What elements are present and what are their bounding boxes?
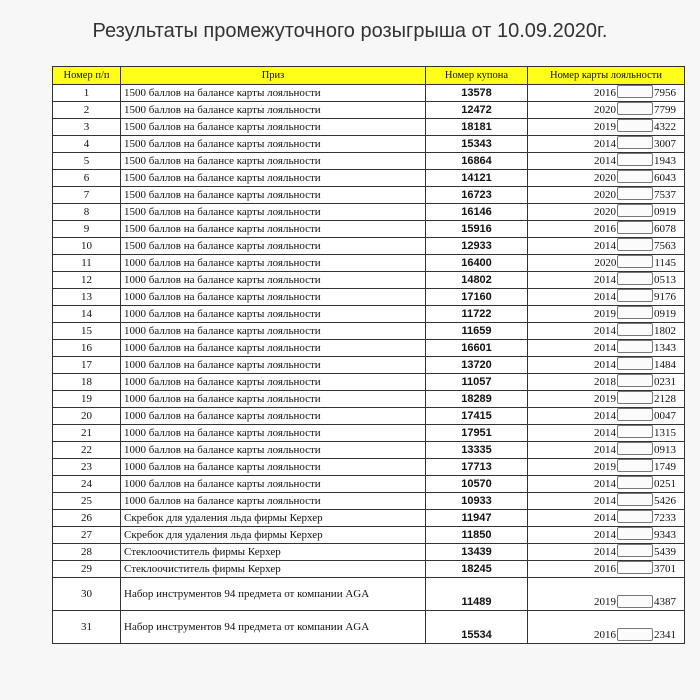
row-card-number [528, 323, 685, 340]
table-row [53, 510, 685, 527]
row-coupon: 10570 [426, 476, 528, 493]
table-row [53, 544, 685, 561]
card-suffix: 1802 [654, 324, 676, 337]
card-prefix: 2019 [594, 392, 616, 405]
card-suffix: 1315 [654, 426, 676, 439]
row-card-number [528, 611, 685, 644]
row-number: 22 [53, 442, 121, 459]
card-suffix: 0919 [654, 205, 676, 218]
masked-digits-box [617, 187, 653, 200]
row-number: 16 [53, 340, 121, 357]
card-suffix: 7799 [654, 103, 676, 116]
card-suffix: 3007 [654, 137, 676, 150]
row-card-number [528, 153, 685, 170]
row-coupon: 11722 [426, 306, 528, 323]
card-prefix: 2014 [594, 154, 616, 167]
masked-digits-box [617, 323, 653, 336]
row-number: 10 [53, 238, 121, 255]
row-number: 11 [53, 255, 121, 272]
card-suffix: 6078 [654, 222, 676, 235]
row-number: 19 [53, 391, 121, 408]
row-card-number [528, 493, 685, 510]
table-row [53, 289, 685, 306]
row-card-number [528, 561, 685, 578]
page-title: Результаты промежуточного розыгрыша от 10.09.2020г. [92, 20, 608, 42]
table-row [53, 238, 685, 255]
card-prefix: 2014 [594, 239, 616, 252]
row-number: 28 [53, 544, 121, 561]
row-prize: 1500 баллов на балансе карты лояльности [121, 85, 426, 102]
card-prefix: 2014 [594, 511, 616, 524]
row-number: 3 [53, 119, 121, 136]
masked-digits-box [617, 374, 653, 387]
row-prize: 1000 баллов на балансе карты лояльности [121, 459, 426, 476]
masked-digits-box [617, 119, 653, 132]
row-coupon: 17951 [426, 425, 528, 442]
card-prefix: 2019 [594, 460, 616, 473]
row-prize: 1000 баллов на балансе карты лояльности [121, 272, 426, 289]
row-number: 13 [53, 289, 121, 306]
row-coupon: 13578 [426, 85, 528, 102]
table-row [53, 493, 685, 510]
row-prize: Стеклоочиститель фирмы Керхер [121, 544, 426, 561]
row-coupon: 11659 [426, 323, 528, 340]
row-number: 2 [53, 102, 121, 119]
row-card-number [528, 510, 685, 527]
row-coupon: 14121 [426, 170, 528, 187]
row-prize: 1500 баллов на балансе карты лояльности [121, 136, 426, 153]
row-card-number [528, 238, 685, 255]
row-prize: Стеклоочиститель фирмы Керхер [121, 561, 426, 578]
row-card-number [528, 289, 685, 306]
card-suffix: 2128 [654, 392, 676, 405]
table-row [53, 306, 685, 323]
row-card-number [528, 391, 685, 408]
masked-digits-box [617, 510, 653, 523]
row-prize: 1500 баллов на балансе карты лояльности [121, 238, 426, 255]
row-card-number [528, 102, 685, 119]
row-coupon: 16864 [426, 153, 528, 170]
row-number: 6 [53, 170, 121, 187]
row-coupon: 11057 [426, 374, 528, 391]
row-coupon: 15916 [426, 221, 528, 238]
row-number: 23 [53, 459, 121, 476]
card-prefix: 2020 [594, 103, 616, 116]
card-suffix: 9343 [654, 528, 676, 541]
row-coupon: 12472 [426, 102, 528, 119]
row-card-number [528, 459, 685, 476]
row-card-number [528, 119, 685, 136]
row-coupon: 13439 [426, 544, 528, 561]
row-coupon: 15343 [426, 136, 528, 153]
row-coupon: 18181 [426, 119, 528, 136]
row-coupon: 11850 [426, 527, 528, 544]
card-suffix: 4322 [654, 120, 676, 133]
table-row [53, 476, 685, 493]
row-number: 20 [53, 408, 121, 425]
row-prize: 1500 баллов на балансе карты лояльности [121, 170, 426, 187]
row-card-number [528, 85, 685, 102]
table-row [53, 561, 685, 578]
card-suffix: 7956 [654, 86, 676, 99]
row-card-number [528, 357, 685, 374]
row-number: 24 [53, 476, 121, 493]
card-prefix: 2020 [594, 256, 617, 269]
masked-digits-box [617, 340, 653, 353]
row-coupon: 14802 [426, 272, 528, 289]
card-suffix: 2341 [654, 629, 676, 641]
masked-digits-box [617, 85, 653, 98]
table-row [53, 85, 685, 102]
row-prize: 1000 баллов на балансе карты лояльности [121, 357, 426, 374]
masked-digits-box [617, 170, 653, 183]
card-prefix: 2014 [594, 273, 616, 286]
row-prize: 1000 баллов на балансе карты лояльности [121, 289, 426, 306]
card-prefix: 2016 [594, 629, 616, 641]
card-prefix: 2016 [594, 222, 616, 235]
masked-digits-box [617, 561, 653, 574]
masked-digits-box [617, 204, 653, 217]
masked-digits-box [617, 255, 653, 268]
row-card-number [528, 170, 685, 187]
row-coupon: 17713 [426, 459, 528, 476]
table-row [53, 578, 685, 611]
row-card-number [528, 136, 685, 153]
masked-digits-box [617, 408, 653, 421]
table-row [53, 153, 685, 170]
card-prefix: 2014 [594, 137, 616, 150]
row-prize: 1000 баллов на балансе карты лояльности [121, 442, 426, 459]
row-number: 21 [53, 425, 121, 442]
row-coupon: 18289 [426, 391, 528, 408]
card-suffix: 1145 [654, 256, 676, 269]
masked-digits-box [617, 391, 653, 404]
row-number: 7 [53, 187, 121, 204]
card-suffix: 1343 [654, 341, 676, 354]
card-suffix: 0513 [654, 273, 676, 286]
row-coupon: 16400 [426, 255, 528, 272]
card-suffix: 3701 [654, 562, 676, 575]
masked-digits-box [617, 357, 653, 370]
row-card-number [528, 442, 685, 459]
table-header-row [53, 67, 685, 85]
row-number: 29 [53, 561, 121, 578]
card-suffix: 7537 [654, 188, 676, 201]
row-number: 15 [53, 323, 121, 340]
masked-digits-box [617, 153, 653, 166]
row-number: 27 [53, 527, 121, 544]
card-prefix: 2014 [594, 528, 616, 541]
card-suffix: 5426 [654, 494, 676, 507]
card-suffix: 1484 [654, 358, 676, 371]
row-card-number [528, 272, 685, 289]
masked-digits-box [617, 289, 653, 302]
card-suffix: 9176 [654, 290, 676, 303]
row-prize: 1500 баллов на балансе карты лояльности [121, 204, 426, 221]
row-prize: 1000 баллов на балансе карты лояльности [121, 408, 426, 425]
row-prize: 1500 баллов на балансе карты лояльности [121, 221, 426, 238]
row-number: 14 [53, 306, 121, 323]
card-suffix: 7563 [654, 239, 676, 252]
masked-digits-box [617, 272, 653, 285]
row-prize: 1000 баллов на балансе карты лояльности [121, 323, 426, 340]
row-coupon: 12933 [426, 238, 528, 255]
row-number: 1 [53, 85, 121, 102]
row-coupon: 16601 [426, 340, 528, 357]
row-prize: 1000 баллов на балансе карты лояльности [121, 391, 426, 408]
row-number: 12 [53, 272, 121, 289]
header-number: Номер п/п [53, 67, 121, 85]
row-number: 18 [53, 374, 121, 391]
row-coupon: 17415 [426, 408, 528, 425]
card-suffix: 0231 [654, 375, 676, 388]
masked-digits-box [617, 221, 653, 234]
card-suffix: 1749 [654, 460, 676, 473]
row-prize: Набор инструментов 94 предмета от компании AGA [121, 578, 426, 611]
row-coupon: 16146 [426, 204, 528, 221]
row-prize: 1000 баллов на балансе карты лояльности [121, 374, 426, 391]
masked-digits-box [617, 595, 653, 608]
table-row [53, 255, 685, 272]
card-prefix: 2014 [594, 494, 616, 507]
table-row [53, 204, 685, 221]
row-prize: Скребок для удаления льда фирмы Керхер [121, 527, 426, 544]
row-number: 17 [53, 357, 121, 374]
table-row [53, 340, 685, 357]
card-prefix: 2014 [594, 341, 616, 354]
table-row [53, 170, 685, 187]
row-prize: 1000 баллов на балансе карты лояльности [121, 255, 426, 272]
table-row [53, 611, 685, 644]
masked-digits-box [617, 459, 653, 472]
table-row [53, 323, 685, 340]
row-prize: 1000 баллов на балансе карты лояльности [121, 425, 426, 442]
row-coupon: 10933 [426, 493, 528, 510]
table-row [53, 459, 685, 476]
table-row [53, 374, 685, 391]
masked-digits-box [617, 102, 653, 115]
card-prefix: 2014 [594, 426, 616, 439]
masked-digits-box [617, 544, 653, 557]
row-card-number [528, 408, 685, 425]
table-row [53, 357, 685, 374]
table-row [53, 102, 685, 119]
card-suffix: 4387 [654, 596, 676, 608]
table-row [53, 425, 685, 442]
row-card-number [528, 425, 685, 442]
masked-digits-box [617, 238, 653, 251]
row-card-number [528, 255, 685, 272]
row-card-number [528, 544, 685, 561]
masked-digits-box [617, 628, 653, 641]
card-prefix: 2014 [594, 477, 616, 490]
row-coupon: 11489 [426, 578, 528, 611]
table-row [53, 136, 685, 153]
row-prize: 1000 баллов на балансе карты лояльности [121, 476, 426, 493]
table-row [53, 391, 685, 408]
row-coupon: 16723 [426, 187, 528, 204]
table-row [53, 221, 685, 238]
row-number: 30 [53, 578, 121, 611]
card-suffix: 5439 [654, 545, 676, 558]
row-number: 4 [53, 136, 121, 153]
row-number: 26 [53, 510, 121, 527]
card-suffix: 1943 [654, 154, 676, 167]
row-number: 31 [53, 611, 121, 644]
table-row [53, 527, 685, 544]
card-prefix: 2019 [594, 307, 616, 320]
card-prefix: 2020 [594, 188, 616, 201]
card-prefix: 2018 [594, 375, 616, 388]
card-prefix: 2019 [594, 596, 616, 608]
masked-digits-box [617, 493, 653, 506]
row-prize: Набор инструментов 94 предмета от компании AGA [121, 611, 426, 644]
table-row [53, 442, 685, 459]
table-row [53, 408, 685, 425]
table-row [53, 119, 685, 136]
row-card-number [528, 374, 685, 391]
row-card-number [528, 306, 685, 323]
card-suffix: 0251 [654, 477, 676, 490]
card-prefix: 2020 [594, 205, 616, 218]
row-coupon: 18245 [426, 561, 528, 578]
card-prefix: 2014 [594, 290, 616, 303]
row-number: 9 [53, 221, 121, 238]
masked-digits-box [617, 527, 653, 540]
row-prize: 1500 баллов на балансе карты лояльности [121, 119, 426, 136]
row-prize: 1500 баллов на балансе карты лояльности [121, 153, 426, 170]
masked-digits-box [617, 442, 653, 455]
row-coupon: 17160 [426, 289, 528, 306]
card-prefix: 2016 [594, 562, 616, 575]
card-prefix: 2014 [594, 545, 616, 558]
masked-digits-box [617, 136, 653, 149]
row-card-number [528, 187, 685, 204]
table-row [53, 272, 685, 289]
row-coupon: 11947 [426, 510, 528, 527]
row-number: 5 [53, 153, 121, 170]
row-prize: 1000 баллов на балансе карты лояльности [121, 493, 426, 510]
row-prize: 1500 баллов на балансе карты лояльности [121, 102, 426, 119]
card-suffix: 0919 [654, 307, 676, 320]
header-card: Номер карты лояльности [528, 67, 685, 85]
row-card-number [528, 221, 685, 238]
card-suffix: 6043 [654, 171, 676, 184]
card-prefix: 2016 [594, 86, 616, 99]
card-suffix: 0913 [654, 443, 676, 456]
card-prefix: 2014 [594, 358, 616, 371]
row-card-number [528, 476, 685, 493]
row-card-number [528, 340, 685, 357]
masked-digits-box [617, 425, 653, 438]
row-prize: 1000 баллов на балансе карты лояльности [121, 306, 426, 323]
card-prefix: 2014 [594, 409, 616, 422]
card-suffix: 7233 [654, 511, 676, 524]
masked-digits-box [617, 476, 653, 489]
card-prefix: 2014 [594, 443, 616, 456]
table-body [53, 85, 685, 644]
row-number: 8 [53, 204, 121, 221]
row-prize: 1000 баллов на балансе карты лояльности [121, 340, 426, 357]
row-coupon: 13720 [426, 357, 528, 374]
row-prize: 1500 баллов на балансе карты лояльности [121, 187, 426, 204]
header-prize: Приз [121, 67, 426, 85]
masked-digits-box [617, 306, 653, 319]
results-table [52, 66, 685, 644]
row-coupon: 15534 [426, 611, 528, 644]
row-card-number [528, 204, 685, 221]
row-card-number [528, 578, 685, 611]
table-row [53, 187, 685, 204]
row-prize: Скребок для удаления льда фирмы Керхер [121, 510, 426, 527]
row-coupon: 13335 [426, 442, 528, 459]
row-number: 25 [53, 493, 121, 510]
card-prefix: 2014 [594, 324, 616, 337]
card-suffix: 0047 [654, 409, 676, 422]
row-card-number [528, 527, 685, 544]
card-prefix: 2019 [594, 120, 616, 133]
header-coupon: Номер купона [426, 67, 528, 85]
card-prefix: 2020 [594, 171, 616, 184]
